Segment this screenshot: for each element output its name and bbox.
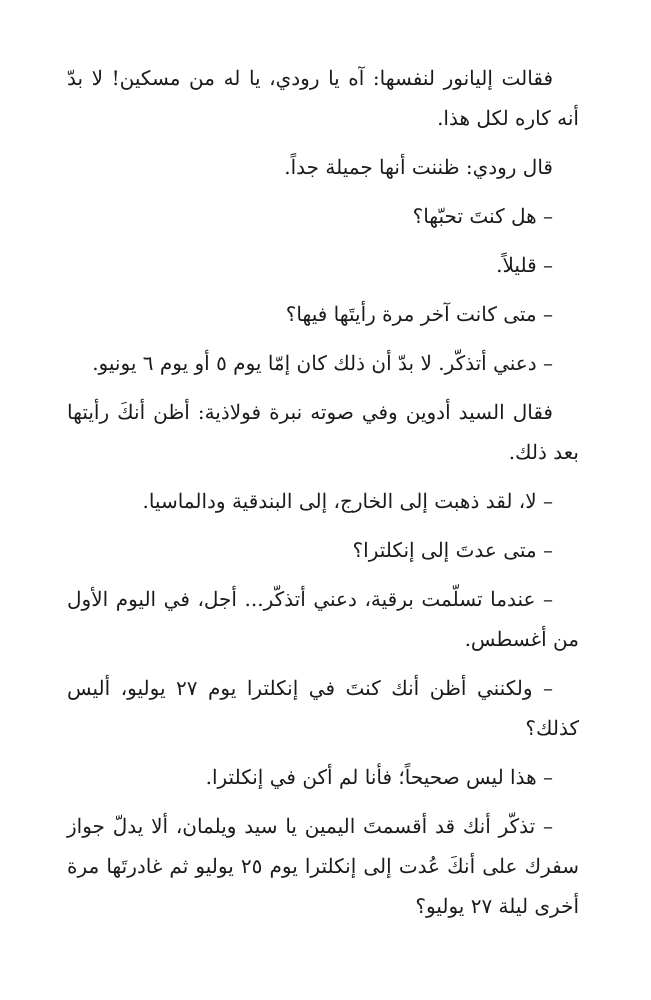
paragraph-roddy-statement: قال رودي: ظننت أنها جميلة جداً. bbox=[284, 155, 553, 179]
dialogue-line: – دعني أتذكّر. لا بدّ أن ذلك كان إمّا يوم ٥ أو يوم ٦ يونيو. bbox=[92, 351, 553, 375]
paragraph-edwin-statement: فقال السيد أدوين وفي صوته نبرة فولاذية: أظن أنكَ رأيتها بعد ذلك. bbox=[67, 400, 579, 464]
dialogue-line: – متى كانت آخر مرة رأيتَها فيها؟ bbox=[285, 302, 553, 326]
dialogue-line: – عندما تسلّمت برقية، دعني أتذكّر... أجل، في اليوم الأول من أغسطس. bbox=[67, 587, 579, 651]
dialogue-line: – متى عدتَ إلى إنكلترا؟ bbox=[352, 538, 553, 562]
paragraph-eleanor-thoughts: فقالت إليانور لنفسها: آه يا رودي، يا له من مسكين! لا بدّ أنه كاره لكل هذا. bbox=[67, 66, 579, 130]
dialogue-line: – ولكنني أظن أنك كنتَ في إنكلترا يوم ٢٧ يوليو، أليس كذلك؟ bbox=[67, 676, 579, 740]
dialogue-line: – قليلاً. bbox=[496, 253, 553, 277]
dialogue-line: – لا، لقد ذهبت إلى الخارج، إلى البندقية ودالماسيا. bbox=[142, 489, 553, 513]
page-body-text bbox=[67, 58, 579, 926]
dialogue-line: – هل كنتَ تحبّها؟ bbox=[412, 204, 553, 228]
dialogue-line: – هذا ليس صحيحاً؛ فأنا لم أكن في إنكلترا. bbox=[205, 765, 553, 789]
dialogue-line: – تذكّر أنك قد أقسمتَ اليمين يا سيد ويلمان، ألا يدلّ جواز سفرك على أنكَ عُدت إلى إنكلترا يوم ٢٥ يوليو ثم غادرتَها مرة أخرى ليلة ٢٧ يوليو؟ bbox=[67, 814, 579, 918]
